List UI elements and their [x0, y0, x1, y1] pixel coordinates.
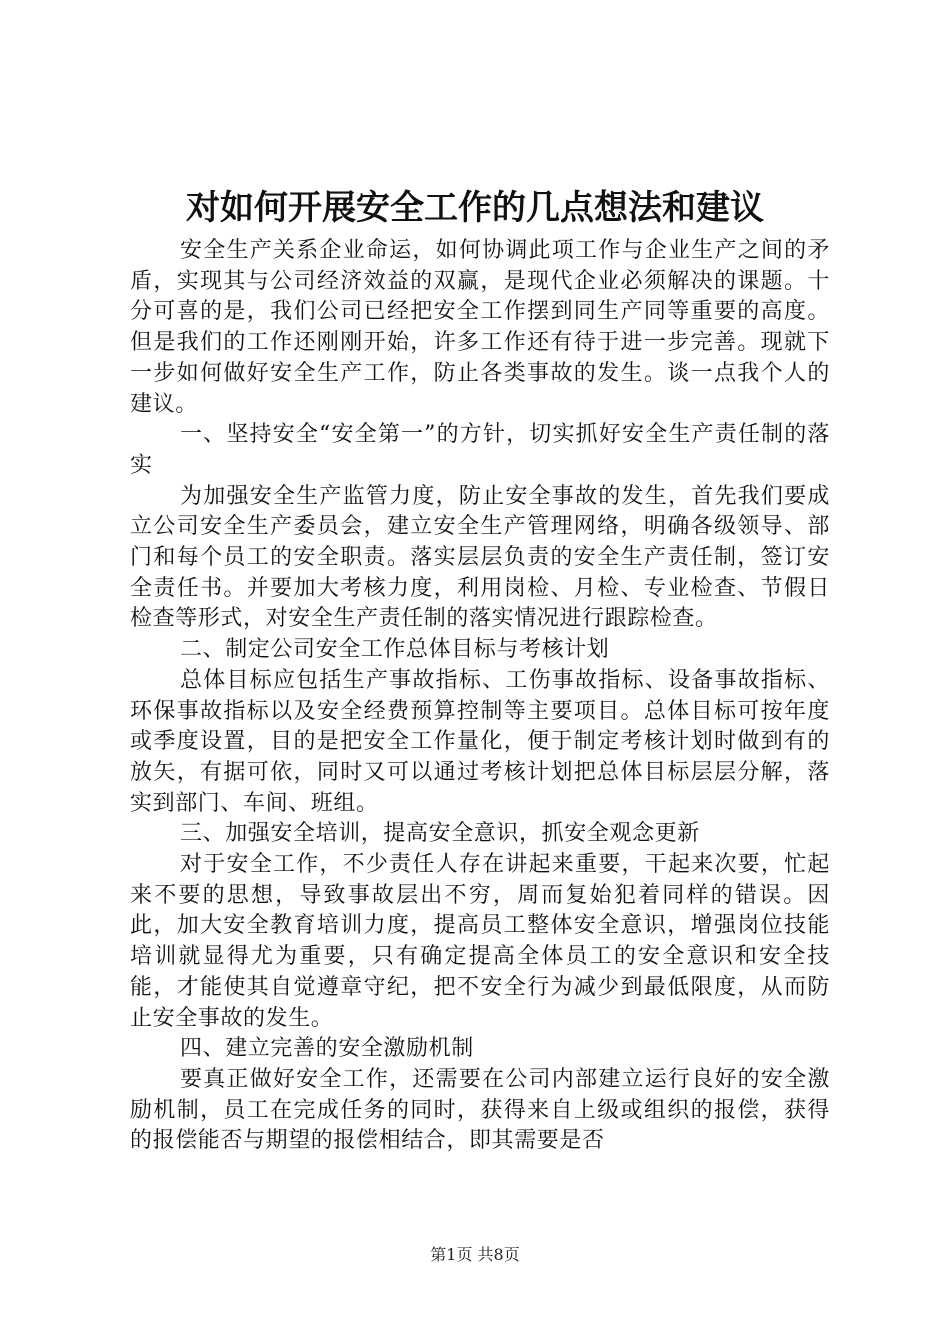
section-heading-2: 二、制定公司安全工作总体目标与考核计划: [180, 637, 610, 663]
section-heading-4: 四、建立完善的安全激励机制: [180, 1036, 474, 1062]
page-number-footer: 第1页 共8页: [430, 1245, 520, 1264]
section-heading-1: 一、坚持安全“安全第一”的方针，切实抓好安全生产责任制的落实: [130, 422, 830, 478]
paragraph-section-3: 对于安全工作，不少责任人存在讲起来重要，干起来次要，忙起来不要的思想，导致事故层出不穷，周而复始犯着同样的错误。因此，加大安全教育培训力度，提高员工整体安全意识，增强岗位技能培训就显得尤为重要，只有确定提高全体员工的安全意识和安全技能，才能使其自觉遵章守纪，把不安全行为减少到最低限度，从而防止安全事故的发生。: [130, 852, 830, 1031]
paragraph-section-4: 要真正做好安全工作，还需要在公司内部建立运行良好的安全激励机制，员工在完成任务的同时，获得来自上级或组织的报偿，获得的报偿能否与期望的报偿相结合，即其需要是否: [130, 1066, 830, 1154]
document-body: [130, 236, 830, 1157]
paragraph-section-2: 总体目标应包括生产事故指标、工伤事故指标、设备事故指标、环保事故指标以及安全经费预算控制等主要项目。总体目标可按年度或季度设置，目的是把安全工作量化，便于制定考核计划时做到有的放矢，有据可依，同时又可以通过考核计划把总体目标层层分解，落实到部门、车间、班组。: [130, 667, 830, 816]
paragraph-section-1: 为加强安全生产监管力度，防止安全事故的发生，首先我们要成立公司安全生产委员会，建立安全生产管理网络，明确各级领导、部门和每个员工的安全职责。落实层层负责的安全生产责任制，签订安全责任书。并要加大考核力度，利用岗检、月检、专业检查、节假日检查等形式，对安全生产责任制的落实情况进行跟踪检查。: [130, 483, 830, 632]
document-title: 对如何开展安全工作的几点想法和建议: [186, 188, 764, 228]
section-heading-3: 三、加强安全培训，提高安全意识，抓安全观念更新: [180, 821, 700, 847]
paragraph-intro: 安全生产关系企业命运，如何协调此项工作与企业生产之间的矛盾，实现其与公司经济效益的双赢，是现代企业必须解决的课题。十分可喜的是，我们公司已经把安全工作摆到同生产同等重要的高度。但是我们的工作还刚刚开始，许多工作还有待于进一步完善。现就下一步如何做好安全生产工作，防止各类事故的发生。谈一点我个人的建议。: [130, 238, 830, 417]
